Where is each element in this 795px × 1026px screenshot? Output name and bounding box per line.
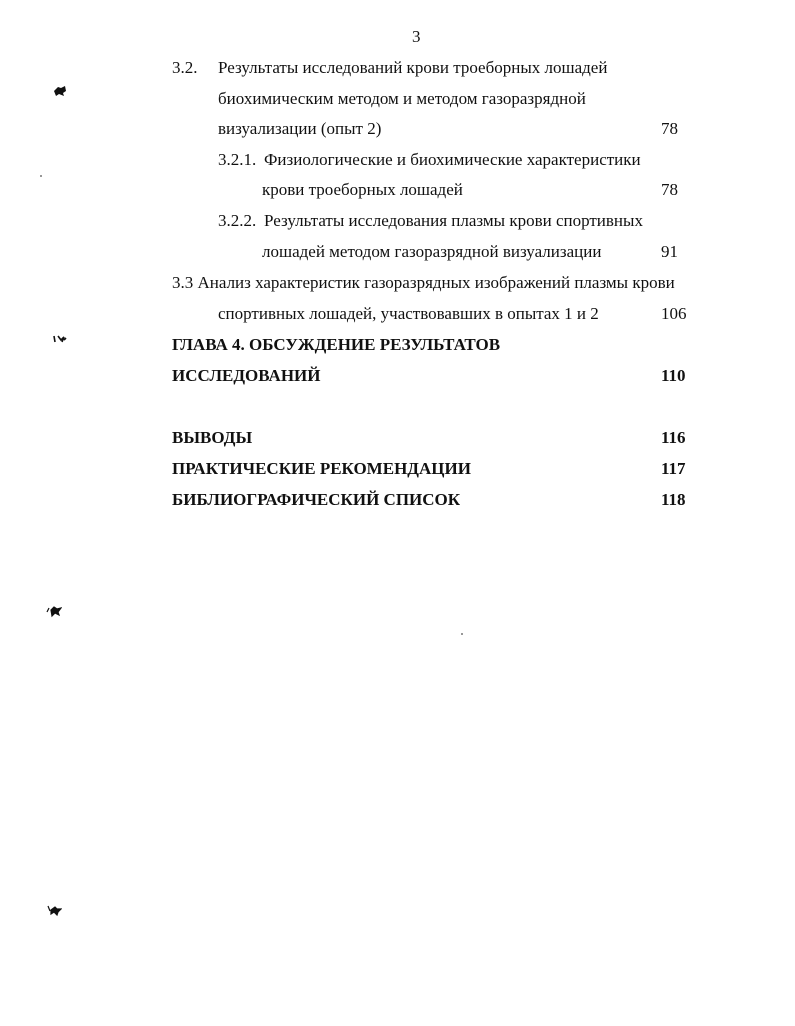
toc-3-2-2-page: 91 bbox=[661, 242, 678, 261]
toc-3-2-number: 3.2. bbox=[172, 58, 198, 77]
toc-3-2-2-title-line1: Результаты исследования плазмы крови спортивных bbox=[264, 211, 643, 230]
toc-chapter-4-page: 110 bbox=[661, 366, 686, 385]
scan-speck bbox=[40, 175, 42, 177]
toc-conclusions-title: ВЫВОДЫ bbox=[172, 428, 253, 447]
binder-hole-mark-icon bbox=[46, 903, 62, 917]
toc-3-2-1-title-line1: Физиологические и биохимические характеристики bbox=[264, 150, 641, 169]
toc-3-2-page: 78 bbox=[661, 119, 678, 138]
binder-hole-mark-icon bbox=[52, 84, 68, 98]
toc-3-2-title-line2: биохимическим методом и методом газоразрядной bbox=[218, 89, 586, 108]
toc-recommendations-title: ПРАКТИЧЕСКИЕ РЕКОМЕНДАЦИИ bbox=[172, 459, 471, 478]
toc-recommendations-page: 117 bbox=[661, 459, 686, 478]
toc-chapter-4-title-line1: ГЛАВА 4. ОБСУЖДЕНИЕ РЕЗУЛЬТАТОВ bbox=[172, 335, 501, 354]
toc-3-2-2-title-line2: лошадей методом газоразрядной визуализации bbox=[262, 242, 602, 261]
toc-bibliography-page: 118 bbox=[661, 490, 686, 509]
toc-chapter-4-title-line2: ИССЛЕДОВАНИЙ bbox=[172, 366, 321, 385]
scan-speck bbox=[461, 633, 463, 635]
binder-hole-mark-icon bbox=[52, 332, 68, 346]
toc-3-2-1-number: 3.2.1. bbox=[218, 150, 257, 169]
toc-3-2-1-title-line2: крови троеборных лошадей bbox=[262, 180, 463, 199]
toc-3-2-title-line1: Результаты исследований крови троеборных лошадей bbox=[218, 58, 608, 77]
toc-3-2-title-line3: визуализации (опыт 2) bbox=[218, 119, 382, 138]
toc-3-2-2-number: 3.2.2. bbox=[218, 211, 257, 230]
page-number: 3 bbox=[412, 27, 421, 46]
binder-hole-mark-icon bbox=[46, 604, 62, 618]
toc-bibliography-title: БИБЛИОГРАФИЧЕСКИЙ СПИСОК bbox=[172, 490, 461, 509]
toc-conclusions-page: 116 bbox=[661, 428, 686, 447]
toc-3-3-page: 106 bbox=[661, 304, 687, 323]
toc-3-3-title-line1: 3.3 Анализ характеристик газоразрядных изображений плазмы крови bbox=[172, 273, 675, 292]
toc-3-3-title-line2: спортивных лошадей, участвовавших в опытах 1 и 2 bbox=[218, 304, 599, 323]
toc-3-2-1-page: 78 bbox=[661, 180, 678, 199]
